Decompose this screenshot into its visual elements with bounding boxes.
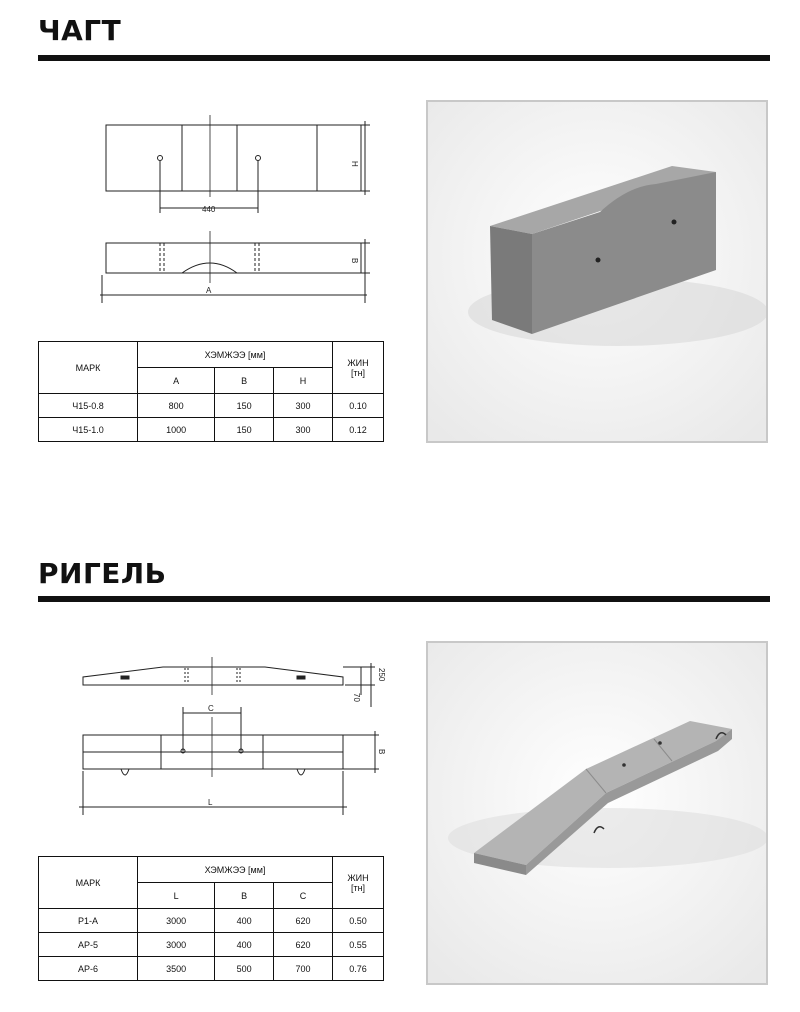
cell-value: 3500 [138, 957, 215, 981]
cell-mark: АР-5 [39, 933, 138, 957]
cell-mark: АР-6 [39, 957, 138, 981]
cell-value: 1000 [138, 418, 215, 442]
cell-weight: 0.12 [333, 418, 384, 442]
cell-mark: Ч15-0.8 [39, 394, 138, 418]
cell-value: 300 [274, 394, 333, 418]
rigel-technical-drawing [75, 655, 390, 820]
cell-value: 300 [274, 418, 333, 442]
table-row [39, 909, 384, 933]
dim-label-width: B [350, 258, 359, 264]
chagt-photo [426, 100, 768, 443]
cell-value: 700 [274, 957, 333, 981]
cell-mark: Р1-А [39, 909, 138, 933]
cell-weight: 0.76 [333, 957, 384, 981]
cell-value: 400 [215, 933, 274, 957]
cell-value: 3000 [138, 909, 215, 933]
column-header-mark: МАРК [39, 342, 138, 394]
table-row [39, 418, 384, 442]
cell-value: 620 [274, 909, 333, 933]
table-row [39, 933, 384, 957]
column-header-weight: ЖИН [тн] [333, 342, 384, 394]
table-row [39, 957, 384, 981]
cell-value: 500 [215, 957, 274, 981]
chagt-spec-table [38, 341, 384, 442]
rigel-photo [426, 641, 768, 985]
column-header-dim-1: A [138, 368, 215, 394]
cell-value: 800 [138, 394, 215, 418]
column-header-dim-2: B [215, 368, 274, 394]
dim-label-length: A [206, 286, 212, 295]
column-header-dim-2: B [215, 883, 274, 909]
dim-label-side-height: 70 [352, 693, 361, 702]
cell-value: 3000 [138, 933, 215, 957]
section-title-rigel: РИГЕЛЬ [38, 557, 167, 590]
column-header-dim-1: L [138, 883, 215, 909]
dim-label-top-height: 250 [377, 668, 386, 682]
cell-value: 150 [215, 394, 274, 418]
column-header-dimensions: ХЭМЖЭЭ [мм] [138, 857, 333, 883]
section-divider [38, 55, 770, 61]
cell-value: 620 [274, 933, 333, 957]
table-row [39, 394, 384, 418]
chagt-3d-render [428, 102, 766, 441]
column-header-mark: МАРК [39, 857, 138, 909]
section-title-chagt: ЧАГТ [38, 14, 122, 47]
column-header-dimensions: ХЭМЖЭЭ [мм] [138, 342, 333, 368]
column-header-weight: ЖИН [тн] [333, 857, 384, 909]
column-header-dim-3: C [274, 883, 333, 909]
rigel-spec-table [38, 856, 384, 981]
dim-label-span: 440 [202, 205, 216, 214]
cell-mark: Ч15-1.0 [39, 418, 138, 442]
cell-value: 400 [215, 909, 274, 933]
chagt-technical-drawing [90, 115, 380, 305]
dim-label-height: H [350, 161, 359, 167]
cell-weight: 0.10 [333, 394, 384, 418]
dim-label-length: L [208, 798, 213, 807]
dim-label-width: B [377, 749, 386, 755]
rigel-3d-render [428, 643, 766, 983]
cell-weight: 0.55 [333, 933, 384, 957]
column-header-dim-3: H [274, 368, 333, 394]
dim-label-spacing: C [208, 704, 214, 713]
cell-weight: 0.50 [333, 909, 384, 933]
section-divider [38, 596, 770, 602]
cell-value: 150 [215, 418, 274, 442]
